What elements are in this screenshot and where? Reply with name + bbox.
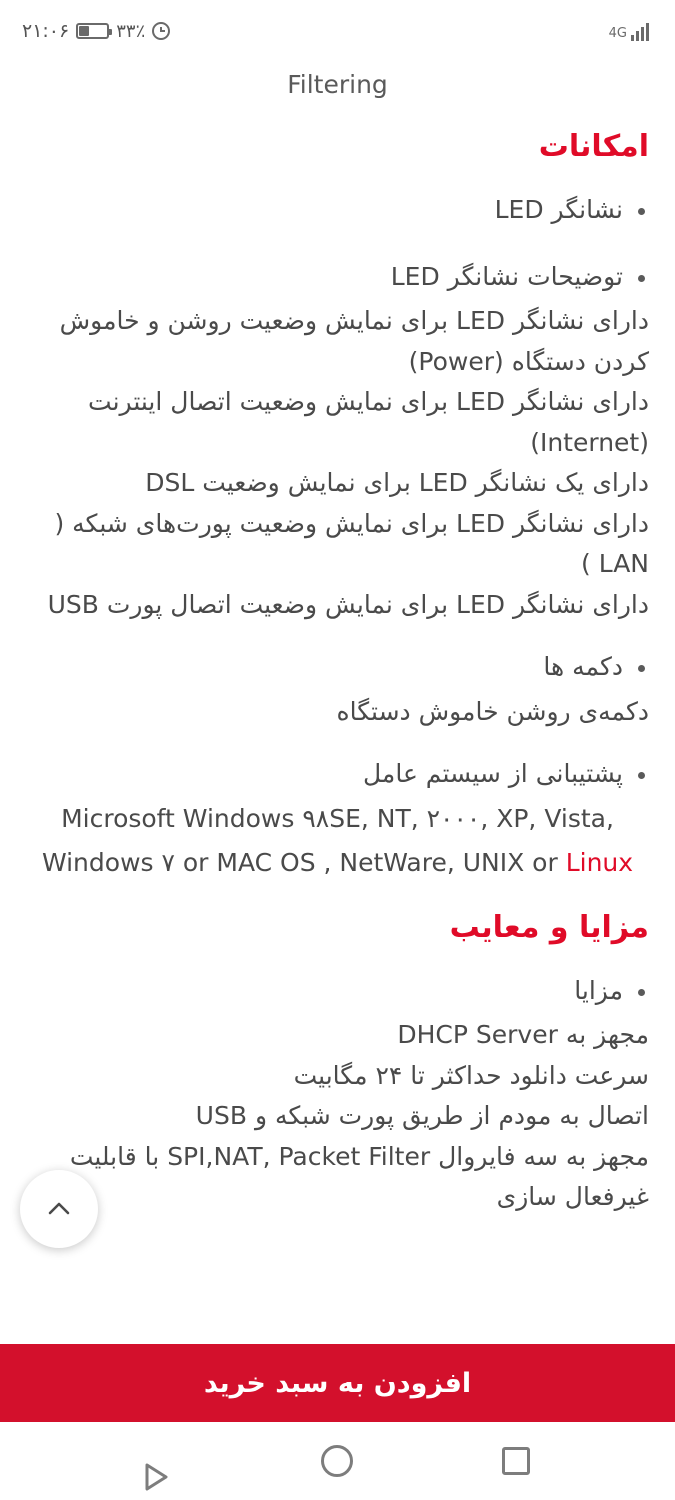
scroll-to-top-button[interactable] [20, 1170, 98, 1248]
status-clock: ۲۱:۰۶ [22, 20, 70, 42]
alarm-clock-icon [152, 22, 170, 40]
buttons-detail-1: دکمه‌ی روشن خاموش دستگاه [336, 696, 649, 726]
pros-detail-4: مجهز به سه فایروال SPI,NAT, Packet Filter با قابلیت غیرفعال سازی [69, 1141, 649, 1211]
led-detail-1: دارای نشانگر LED برای نمایش وضعیت روشن و خاموش کردن دستگاه (Power) [59, 306, 649, 376]
signal-strength-icon [631, 21, 649, 41]
pros-list [26, 971, 649, 1012]
chevron-up-icon [42, 1192, 76, 1226]
list-item: مزایا [26, 971, 649, 1012]
list-item: نشانگر LED [26, 190, 649, 231]
recents-icon[interactable] [502, 1447, 530, 1475]
battery-percent: ۳۳٪ [116, 20, 146, 42]
features-list-buttons [26, 647, 649, 688]
section-title-pros-cons: مزایا و معایب [449, 909, 649, 945]
features-list-os [26, 754, 649, 795]
os-support-line-2 [26, 843, 649, 884]
os-support-line-1: Microsoft Windows ۹۸SE, NT, ۲۰۰۰, XP, Vista, [61, 803, 614, 833]
list-item: پشتیبانی از سیستم عامل [26, 754, 649, 795]
features-list [26, 190, 649, 231]
list-item: دکمه ها [26, 647, 649, 688]
status-bar-right [609, 21, 649, 41]
network-type-label: 4G [608, 26, 627, 41]
list-item: توضیحات نشانگر LED [26, 257, 649, 298]
features-list-led-desc [26, 257, 649, 298]
os-support-line-2-prefix: Windows ۷ or MAC OS , NetWare, UNIX or [41, 848, 566, 877]
led-detail-2: دارای نشانگر LED برای نمایش وضعیت اتصال اینترنت (Internet) [88, 387, 649, 457]
add-to-cart-button[interactable]: افزودن به سبد خرید [0, 1344, 675, 1422]
os-support-linux: Linux [565, 848, 634, 877]
android-nav-bar [0, 1422, 675, 1500]
led-detail-3: دارای یک نشانگر LED برای نمایش وضعیت DSL [145, 468, 649, 497]
partial-text-filtering: Filtering [287, 70, 388, 99]
back-icon[interactable] [145, 1445, 171, 1477]
led-detail-5: دارای نشانگر LED برای نمایش وضعیت اتصال پورت USB [47, 589, 649, 619]
status-bar-left [22, 20, 170, 42]
pros-detail-3: اتصال به مودم از طریق پورت شبکه و USB [195, 1101, 649, 1130]
product-spec-content[interactable] [0, 62, 675, 1344]
battery-icon [76, 23, 109, 39]
section-title-features: امکانات [538, 129, 649, 164]
pros-detail-2: سرعت دانلود حداکثر تا ۲۴ مگابیت [293, 1060, 649, 1090]
pros-detail-1: مجهز به DHCP Server [397, 1020, 649, 1049]
home-icon[interactable] [321, 1445, 353, 1477]
led-detail-4: دارای نشانگر LED برای نمایش وضعیت پورت‌های شبکه ( LAN ) [54, 508, 649, 578]
status-bar [0, 0, 675, 62]
